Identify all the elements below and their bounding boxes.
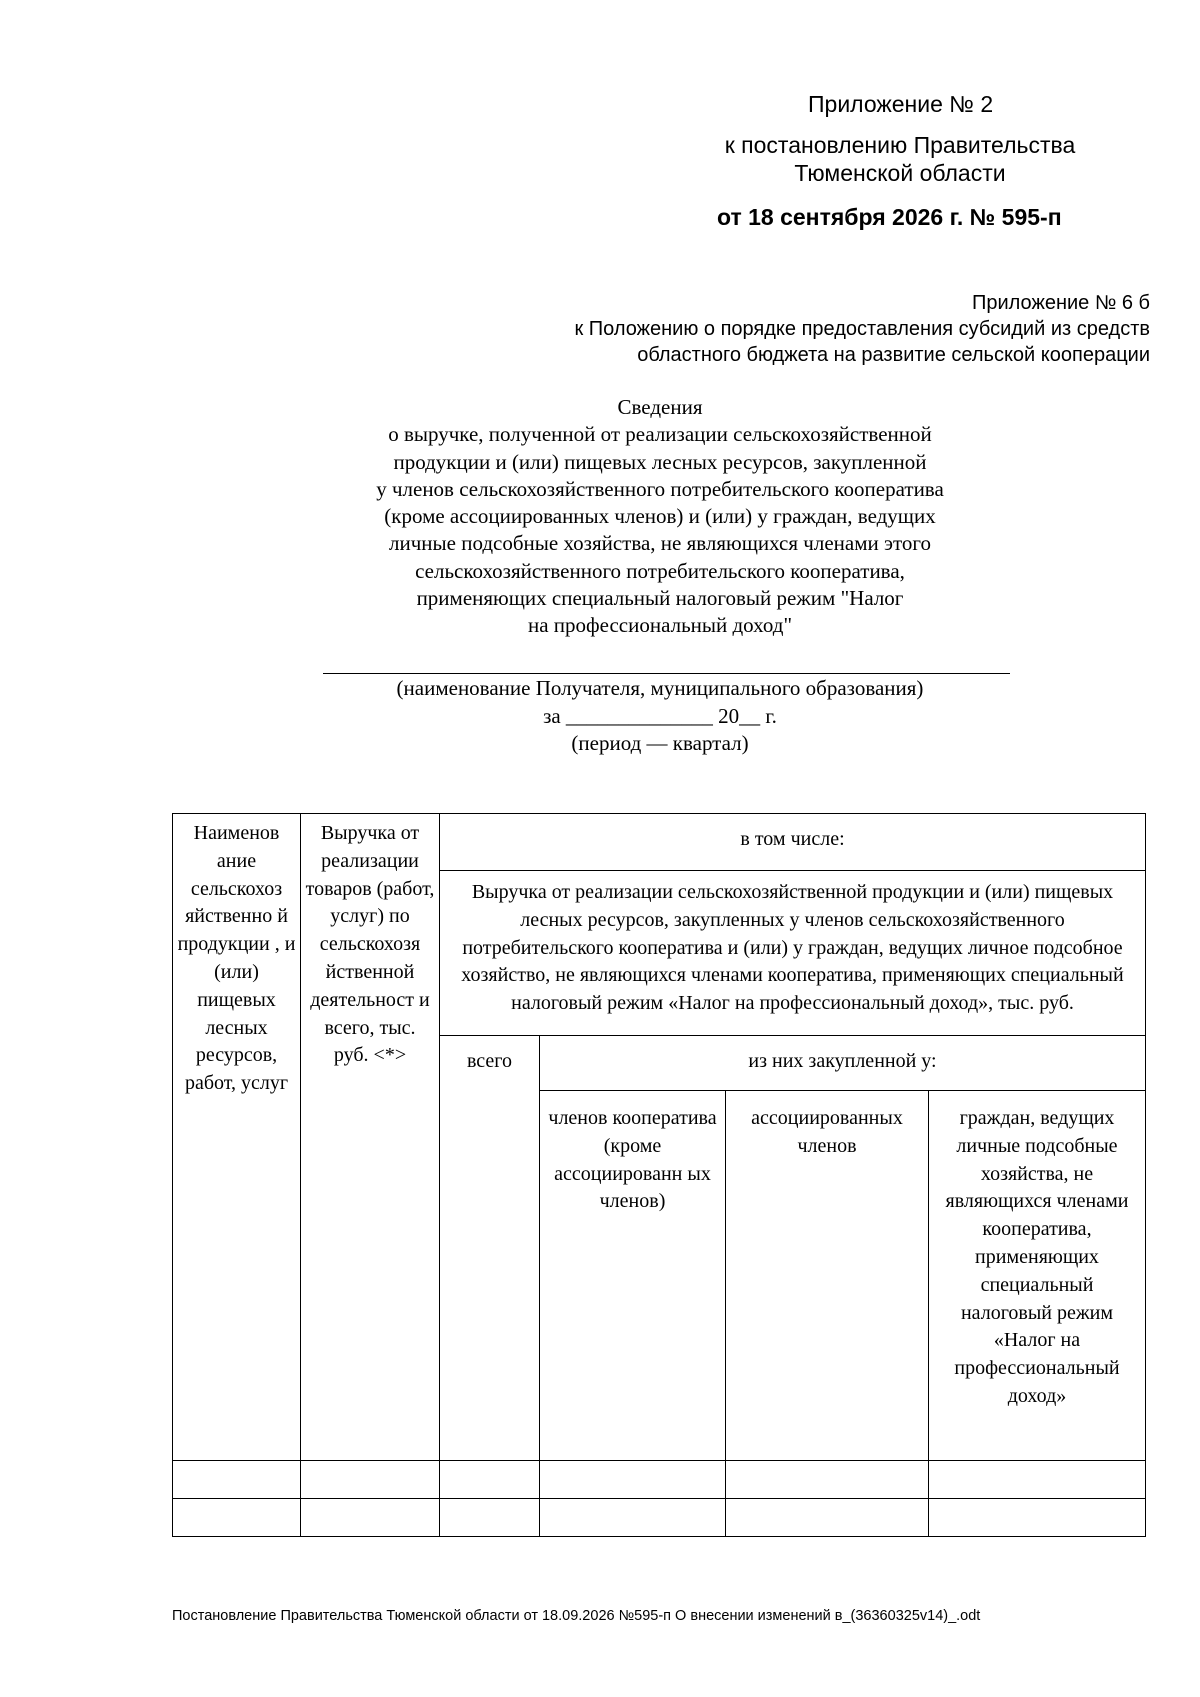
title-line: на профессиональный доход" [527,613,793,638]
header-of-which: из них закупленной у: [540,1036,1146,1091]
period-line: за ______________ 20__ г. [543,704,777,728]
appendix-6b-line-2: к Положению о порядке предоставления субсидий из средств [574,318,1150,340]
table-cell[interactable] [929,1461,1146,1499]
table-cell[interactable] [440,1499,540,1537]
table-cell[interactable] [726,1499,929,1537]
appendix-title: Приложение № 2 [808,91,994,117]
document-title [310,394,1010,640]
header-total-revenue: Выручка от реализации товаров (работ, услуг) по сельскохозя йственной деятельност и всего, тыс. руб. <*> [301,814,440,1461]
title-line: личные подсобные хозяйства, не являющихся членами этого [389,531,931,556]
document-footer: Постановление Правительства Тюменской области от 18.09.2026 №595-п О внесении изменений в_(36360325v14)_.odt [172,1608,981,1624]
header-citizens: граждан, ведущих личные подсобные хозяйства, не являющихся членами кооператива, применяющих специальный налоговый режим «Налог на профессиональный доход» [929,1091,1146,1461]
header-total: всего [440,1036,540,1461]
table-cell[interactable] [726,1461,929,1499]
table-row [173,1461,1146,1499]
resolution-line-1: к постановлению Правительства [724,132,1076,158]
table-header-row [173,814,1146,871]
revenue-table [172,813,1146,1537]
table-cell[interactable] [540,1461,726,1499]
title-line: продукции и (или) пищевых лесных ресурсов, закупленной [393,449,927,474]
table-cell[interactable] [173,1499,301,1537]
table-cell[interactable] [173,1461,301,1499]
title-line: (кроме ассоциированных членов) и (или) у граждан, ведущих [384,504,936,529]
table-row [173,1499,1146,1537]
header-members: членов кооператива (кроме ассоциированн ых членов) [540,1091,726,1461]
resolution-date-number: от 18 сентября 2026 г. № 595-п [717,204,1062,230]
table-cell[interactable] [540,1499,726,1537]
title-line: о выручке, полученной от реализации сельскохозяйственной [388,422,932,447]
table-cell[interactable] [301,1499,440,1537]
table-cell[interactable] [440,1461,540,1499]
header-product-name: Наименов ание сельскохоз яйственно й продукции , и (или) пищевых лесных ресурсов, работ, услуг [173,814,301,1461]
appendix-6b-line-3: областного бюджета на развитие сельской кооперации [637,344,1150,366]
title-line: сельскохозяйственного потребительского кооператива, [415,558,905,583]
resolution-reference [640,131,1160,187]
appendix-6b-reference [574,290,1150,368]
period-caption: (период — квартал) [571,731,749,755]
table-cell[interactable] [929,1499,1146,1537]
header-associated: ассоциированных членов [726,1091,929,1461]
title-line: у членов сельскохозяйственного потребительского кооператива [376,476,944,501]
appendix-6b-line-1: Приложение № 6 б [971,292,1150,314]
table-cell[interactable] [301,1461,440,1499]
header-including: в том числе: [440,814,1146,871]
resolution-line-2: Тюменской области [794,160,1006,186]
recipient-caption: (наименование Получателя, муниципального образования) [396,676,924,700]
title-line: применяющих специальный налоговый режим "Налог [416,586,904,611]
title-line: Сведения [617,395,703,419]
header-revenue-purchased: Выручка от реализации сельскохозяйственной продукции и (или) пищевых лесных ресурсов, закупленных у членов сельскохозяйственного потребительского кооператива и (или) у граждан, ведущих личное подсобное хозяйство, не являющихся членами кооператива, применяющих специальный налоговый режим «Налог на профессиональный доход», тыс. руб. [440,871,1146,1036]
